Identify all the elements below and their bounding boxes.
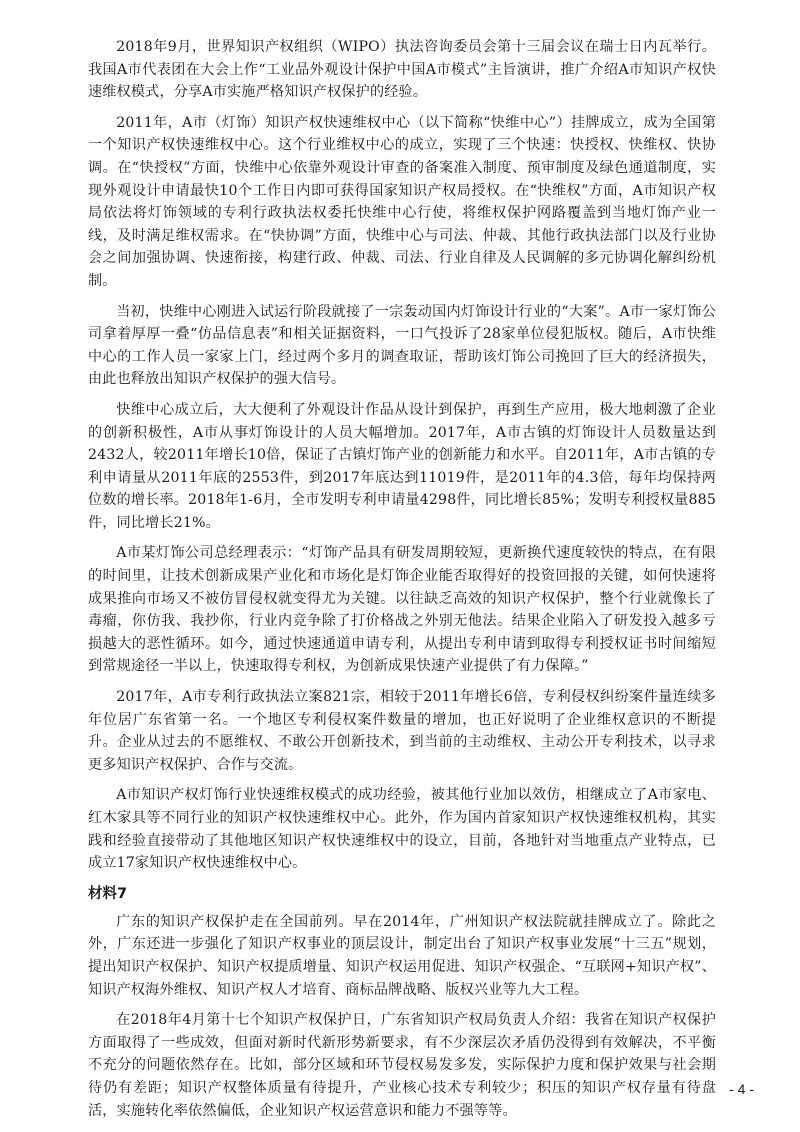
document-body [88, 36, 716, 1130]
paragraph-innovation-growth: 快维中心成立后，大大便利了外观设计作品从设计到保护，再到生产应用，极大地刺激了企业的创新积极性，A市从事灯饰设计的人员大幅增加。2017年，A市古镇的灯饰设计人员数量达到2432人，较2011年增长10倍，保证了古镇灯饰产业的创新能力和水平。自2011年，A市古镇的专利申请量从2011年底的2553件，到2017年底达到11019件，是2011年的4.3倍，每年均保持两位数的增长率。2018年1-6月，全市发明专利申请量4298件，同比增长85%；发明专利授权量885件，同比增长21%。 [88, 401, 716, 531]
paragraph-big-case: 当初，快维中心刚进入试运行阶段就接了一宗轰动国内灯饰设计行业的“大案”。A市一家灯饰公司拿着厚厚一叠“仿品信息表”和相关证据资料，一口气投诉了28家单位侵犯版权。随后，A市快维中心的工作人员一家家上门，经过两个多月的调查取证，帮助该灯饰公司挽回了巨大的经济损失，由此也释放出知识产权保护的强大信号。 [88, 303, 716, 388]
section-heading-material-7: 材料7 [88, 885, 128, 902]
paragraph-ip-day-remarks: 在2018年4月第十七个知识产权保护日，广东省知识产权局负责人介绍：我省在知识产权保护方面取得了一些成效，但面对新时代新形势新要求，有不少深层次矛盾仍没得到有效解决，不平衡不充分的问题依然存在。比如，部分区域和环节侵权易发多发，实际保护力度和保护效果与社会期待仍有差距；知识产权整体质量有待提升，产业核心技术专利较少；积压的知识产权存量有待盘活，实施转化率依然偏低，企业知识产权运营意识和能力不强等等。 [88, 1012, 716, 1119]
page-number: - 4 - [729, 1081, 754, 1097]
paragraph-model-expansion: A市知识产权灯饰行业快速维权模式的成功经验，被其他行业加以效仿，相继成立了A市家电、红木家具等不同行业的知识产权快速维权中心。此外，作为国内首家知识产权快速维权机构，其实践和经验直接带动了其他地区知识产权快速维权中的设立，目前，各地针对当地重点产业特点，已成立17家知识产权快速维权中心。 [88, 787, 716, 872]
paragraph-rapid-center-founding: 2011年，A市（灯饰）知识产权快速维权中心（以下简称“快维中心”）挂牌成立，成为全国第一个知识产权快速维权中心。这个行业维权中心的成立，实现了三个快速：快授权、快维权、快协调。在“快授权”方面，快维中心依靠外观设计审查的备案准入制度、预审制度及绿色通道制度，实现外观设计申请最快10个工作日内即可获得国家知识产权局授权。在“快维权”方面，A市知识产权局依法将灯饰领域的专利行政执法权委托快维中心行使，将维权保护网路覆盖到当地灯饰产业一线，及时满足维权需求。在“快协调”方面，快维中心与司法、仲裁、其他行政执法部门以及行业协会之间加强协调、快速衔接，构建行政、仲裁、司法、行业自律及人民调解的多元协调化解纠纷机制。 [88, 114, 716, 289]
paragraph-guangdong-leading: 广东的知识产权保护走在全国前列。早在2014年，广州知识产权法院就挂牌成立了。除此之外，广东还进一步强化了知识产权事业的顶层设计，制定出台了知识产权事业发展“十三五”规划，提出知识产权保护、知识产权提质增量、知识产权运用促进、知识产权强企、“互联网+知识产权”、知识产权海外维权、知识产权人才培育、商标品牌战略、版权兴业等九大工程。 [88, 913, 716, 998]
paragraph-manager-quote: A市某灯饰公司总经理表示：“灯饰产品具有研发周期较短，更新换代速度较快的特点，在有限的时间里，让技术创新成果产业化和市场化是灯饰企业能否取得好的投资回报的关键，如何快速将成果推向市场又不被仿冒侵权就变得尤为关键。以往缺乏高效的知识产权保护，整个行业就像长了毒瘤，你仿我、我抄你，行业内竞争除了打价格战之外别无他法。结果企业陷入了研发投入越多亏损越大的恶性循环。如今，通过快速通道申请专利，从提出专利申请到取得专利授权证书时间缩短到常规途径一半以上，快速取得专利权，为创新成果快速产业提供了有力保障。” [88, 545, 716, 675]
paragraph-wipo-meeting: 2018年9月，世界知识产权组织（WIPO）执法咨询委员会第十三届会议在瑞士日内瓦举行。我国A市代表团在大会上作“工业品外观设计保护中国A市模式”主旨演讲，推广介绍A市知识产权快速维权模式，分享A市实施严格知识产权保护的经验。 [88, 39, 716, 101]
paragraph-enforcement-cases: 2017年，A市专利行政执法立案821宗，相较于2011年增长6倍，专利侵权纠纷案件量连续多年位居广东省第一名。一个地区专利侵权案件数量的增加，也正好说明了企业维权意识的不断提升。企业从过去的不愿维权、不敢公开创新技术，到当前的主动维权、主动公开专利技术，以寻求更多知识产权保护、合作与交流。 [88, 689, 716, 773]
